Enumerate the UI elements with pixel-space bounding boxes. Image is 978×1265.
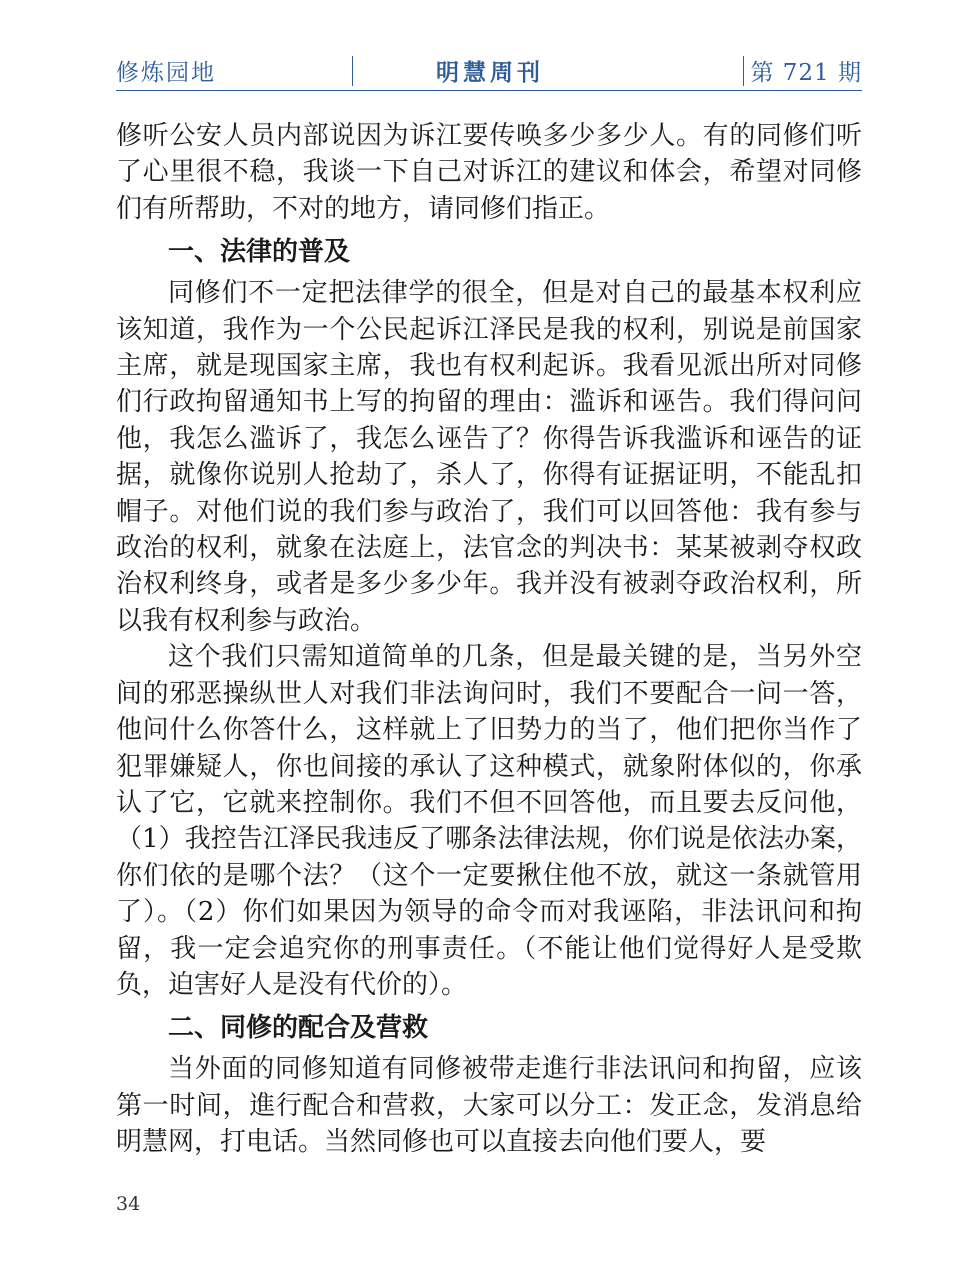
paragraph-rights: 同修们不一定把法律学的很全，但是对自己的最基本权利应该知道，我作为一个公民起诉江泽民是我的权利，别说是前国家主席，就是现国家主席，我也有权利起诉。我看见派出所对同修们行政拘留通知书上写的拘留的理由：滥诉和诬告。我们得问问他，我怎么滥诉了，我怎么诬告了？你得告诉我滥诉和诬告的证据，就像你说别人抢劫了，杀人了，你得有证据证明，不能乱扣帽子。对他们说的我们参与政治了，我们可以回答他：我有参与政治的权利，就象在法庭上，法官念的判决书：某某被剥夺权政治权利终身，或者是多少多少年。我并没有被剥夺政治权利，所以我有权利参与政治。 — [116, 278, 862, 636]
page-number: 34 — [116, 1193, 141, 1215]
header-divider-right — [743, 56, 744, 86]
paragraph-response: 这个我们只需知道简单的几条，但是最关键的是，当另外空间的邪恶操纵世人对我们非法询问时，我们不要配合一问一答，他问什么你答什么，这样就上了旧势力的当了，他们把你当作了犯罪嫌疑人，你也间接的承认了这种模式，就象附体似的，你承认了它，它就来控制你。我们不但不回答他，而且要去反问他，（1）我控告江泽民我违反了哪条法律法规，你们说是依法办案，你们依的是哪个法？（这个一定要揪住他不放，就这一条就管用了）。（2）你们如果因为领导的命令而对我诬陷，非法讯问和拘留，我一定会追究你的刑事责任。（不能让他们觉得好人是受欺负，迫害好人是没有代价的）。 — [116, 642, 862, 1000]
header-rule — [116, 90, 862, 91]
article-body — [116, 118, 862, 1161]
paragraph-intro: 修听公安人员内部说因为诉江要传唤多少多少人。有的同修们听了心里很不稳，我谈一下自己对诉江的建议和体会，希望对同修们有所帮助，不对的地方，请同修们指正。 — [116, 121, 862, 224]
issue-number: 第 721 期 — [750, 60, 862, 86]
section-heading-rescue: 二、同修的配合及营救 — [168, 1013, 429, 1044]
section-heading-law: 一、法律的普及 — [168, 237, 351, 268]
section-title: 修炼园地 — [116, 60, 216, 86]
publication-title: 明慧周刊 — [436, 60, 544, 86]
header-divider-left — [352, 56, 353, 86]
paragraph-rescue: 当外面的同修知道有同修被带走進行非法讯问和拘留，应该第一时间，進行配合和营救，大家可以分工：发正念，发消息给明慧网，打电话。当然同修也可以直接去向他们要人，要 — [116, 1054, 862, 1158]
page-header — [116, 50, 862, 94]
